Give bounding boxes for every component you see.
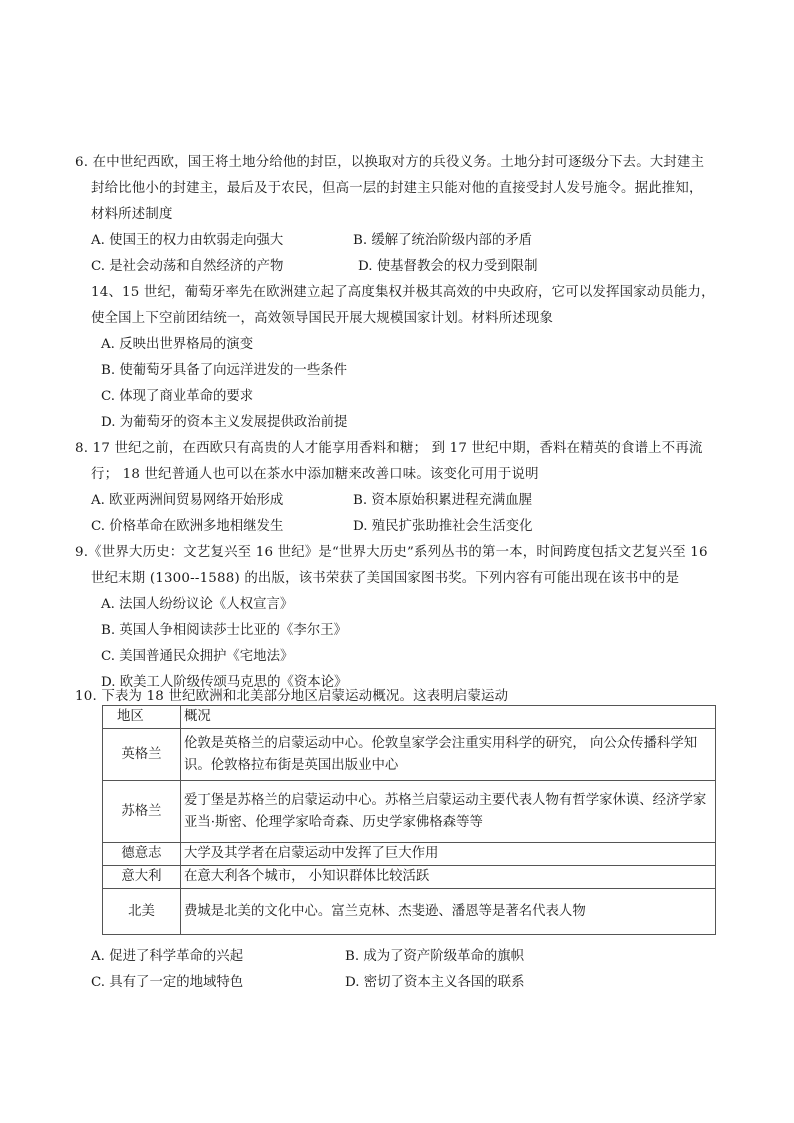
table-cell-overview: 在意大利各个城市， 小知识群体比较活跃 <box>181 866 716 889</box>
table-header-overview: 概况 <box>181 706 716 729</box>
q9-option-c: C. 美国普通民众拥护《宅地法》 <box>101 649 294 664</box>
table-header-region: 地区 <box>103 706 181 729</box>
q6-option-b: B. 缓解了统治阶级内部的矛盾 <box>353 233 533 248</box>
q10-option-b: B. 成为了资产阶级革命的旗帜 <box>345 949 525 964</box>
table-cell-overview: 伦敦是英格兰的启蒙运动中心。伦敦皇家学会注重实用科学的研究， 向公众传播科学知识。伦敦格拉布街是英国出版业中心 <box>181 729 716 781</box>
table-header-row <box>103 706 716 729</box>
table-cell-region: 意大利 <box>103 866 181 889</box>
q10-stem: 10. 下表为 18 世纪欧洲和北美部分地区启蒙运动概况。这表明启蒙运动 <box>75 689 509 704</box>
q8-option-a: A. 欧亚两洲间贸易网络开始形成 <box>91 493 284 508</box>
q6-option-c: C. 是社会动荡和自然经济的产物 <box>91 259 284 274</box>
q9-option-d: D. 欧美工人阶级传颂马克思的《资本论》 <box>101 675 348 690</box>
q6-option-a: A. 使国王的权力由软弱走向强大 <box>91 233 284 248</box>
q7-stem-line-1: 14、15 世纪，葡萄牙率先在欧洲建立起了高度集权并极其高效的中央政府，它可以发挥国家动员能力， <box>91 285 715 300</box>
table-row <box>103 843 716 866</box>
q10-option-d: D. 密切了资本主义各国的联系 <box>345 975 525 990</box>
q8-option-b: B. 资本原始积累进程充满血腥 <box>353 493 533 508</box>
q6-stem-line-3: 材料所述制度 <box>91 207 173 222</box>
q7-stem-line-2: 使全国上下空前团结统一，高效领导国民开展大规模国家计划。材料所述现象 <box>91 311 554 326</box>
table-row <box>103 866 716 889</box>
q7-option-c: C. 体现了商业革命的要求 <box>101 389 254 404</box>
q8-stem-line-1: 8. 17 世纪之前，在西欧只有高贵的人才能享用香料和糖； 到 17 世纪中期，香料在精英的食谱上不再流 <box>75 441 703 456</box>
q6-stem-line-2: 封给比他小的封建主，最后及于农民，但高一层的封建主只能对他的直接受封人发号施令。据此推知， <box>91 181 703 196</box>
table-row <box>103 889 716 935</box>
table-cell-overview: 爱丁堡是苏格兰的启蒙运动中心。苏格兰启蒙运动主要代表人物有哲学家休谟、经济学家亚当·斯密、伦理学家哈奇森、历史学家佛格森等等 <box>181 781 716 843</box>
q9-option-b: B. 英国人争相阅读莎士比亚的《李尔王》 <box>101 623 347 638</box>
table-cell-region: 北美 <box>103 889 181 935</box>
q7-option-b: B. 使葡萄牙具备了向远洋进发的一些条件 <box>101 363 347 378</box>
q9-stem-line-2: 世纪末期 (1300--1588) 的出版，该书荣获了美国国家图书奖。下列内容有可能出现在该书中的是 <box>91 571 680 586</box>
table-row <box>103 781 716 843</box>
table-cell-overview: 大学及其学者在启蒙运动中发挥了巨大作用 <box>181 843 716 866</box>
q9-option-a: A. 法国人纷纷议论《人权宣言》 <box>101 597 294 612</box>
table-row <box>103 729 716 781</box>
q6-option-d: D. 使基督教会的权力受到限制 <box>358 259 538 274</box>
enlightenment-table <box>102 705 716 935</box>
q10-option-a: A. 促进了科学革命的兴起 <box>91 949 244 964</box>
q8-option-c: C. 价格革命在欧洲多地相继发生 <box>91 519 284 534</box>
q7-option-a: A. 反映出世界格局的演变 <box>101 337 254 352</box>
q10-option-c: C. 具有了一定的地域特色 <box>91 975 244 990</box>
table-cell-region: 英格兰 <box>103 729 181 781</box>
q8-option-d: D. 殖民扩张助推社会生活变化 <box>353 519 533 534</box>
q6-stem-line-1: 6. 在中世纪西欧，国王将土地分给他的封臣，以换取对方的兵役义务。土地分封可逐级分下去。大封建主 <box>75 155 705 170</box>
q9-stem-line-1: 9.《世界大历史：文艺复兴至 16 世纪》是“世界大历史”系列丛书的第一本，时间跨度包括文艺复兴至 16 <box>75 545 708 560</box>
table-cell-region: 德意志 <box>103 843 181 866</box>
table-cell-overview: 费城是北美的文化中心。富兰克林、杰斐逊、潘恩等是著名代表人物 <box>181 889 716 935</box>
q7-option-d: D. 为葡萄牙的资本主义发展提供政治前提 <box>101 415 348 430</box>
q8-stem-line-2: 行； 18 世纪普通人也可以在茶水中添加糖来改善口味。该变化可用于说明 <box>91 467 539 482</box>
table-cell-region: 苏格兰 <box>103 781 181 843</box>
